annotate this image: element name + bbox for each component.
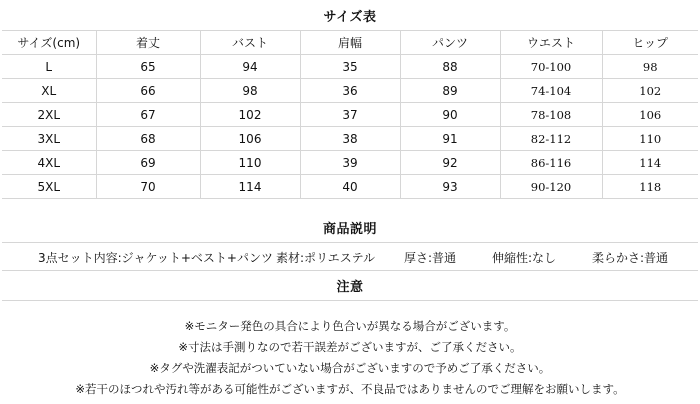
header-waist: ウエスト	[500, 31, 602, 55]
pants-cell: 92	[400, 151, 500, 175]
size-table-title: サイズ表	[323, 10, 377, 25]
stretch: 伸縮性:なし	[492, 251, 557, 265]
size-cell: 5XL	[2, 175, 96, 199]
table-row	[2, 103, 698, 127]
size-cell: 4XL	[2, 151, 96, 175]
note-line: ※タグや洗濯表記がついていない場合がございますので予めご了承ください。	[149, 361, 551, 375]
hip-cell: 98	[602, 55, 698, 79]
hip-cell: 106	[602, 103, 698, 127]
length-cell: 66	[96, 79, 200, 103]
description-title: 商品説明	[322, 222, 377, 237]
length-cell: 65	[96, 55, 200, 79]
table-row	[2, 127, 698, 151]
size-cell: 3XL	[2, 127, 96, 151]
table-row	[2, 151, 698, 175]
note-line: ※若干のほつれや汚れ等がある可能性がございますが、不良品ではありませんのでご理解をお願いします。	[75, 382, 625, 396]
thickness: 厚さ:普通	[404, 251, 457, 265]
softness: 柔らかさ:普通	[592, 251, 669, 265]
bust-cell: 106	[200, 127, 300, 151]
size-cell: 2XL	[2, 103, 96, 127]
waist-cell: 90-120	[500, 175, 602, 199]
shoulder-cell: 40	[300, 175, 400, 199]
pants-cell: 90	[400, 103, 500, 127]
waist-cell: 86-116	[500, 151, 602, 175]
note-line: ※モニター発色の具合により色合いが異なる場合がございます。	[184, 319, 516, 333]
bust-cell: 110	[200, 151, 300, 175]
shoulder-cell: 38	[300, 127, 400, 151]
header-bust: バスト	[200, 31, 300, 55]
description-row	[0, 247, 700, 267]
notes-title: 注意	[336, 280, 364, 295]
set-contents: 3点セット内容:ジャケット+ベスト+パンツ	[38, 251, 273, 265]
size-cell: XL	[2, 79, 96, 103]
header-size: サイズ(cm)	[2, 31, 96, 55]
table-row	[2, 79, 698, 103]
divider	[2, 300, 698, 301]
size-table	[2, 30, 698, 199]
waist-cell: 82-112	[500, 127, 602, 151]
hip-cell: 118	[602, 175, 698, 199]
hip-cell: 102	[602, 79, 698, 103]
waist-cell: 78-108	[500, 103, 602, 127]
waist-cell: 70-100	[500, 55, 602, 79]
length-cell: 67	[96, 103, 200, 127]
pants-cell: 89	[400, 79, 500, 103]
length-cell: 70	[96, 175, 200, 199]
divider	[2, 270, 698, 271]
bust-cell: 98	[200, 79, 300, 103]
shoulder-cell: 39	[300, 151, 400, 175]
length-cell: 69	[96, 151, 200, 175]
waist-cell: 74-104	[500, 79, 602, 103]
note-line: ※寸法は手測りなので若干誤差がございますが、ご了承ください。	[178, 340, 522, 354]
size-cell: L	[2, 55, 96, 79]
pants-cell: 93	[400, 175, 500, 199]
notes-list	[0, 316, 700, 400]
shoulder-cell: 37	[300, 103, 400, 127]
header-pants: パンツ	[400, 31, 500, 55]
size-table-header-row	[2, 31, 698, 55]
hip-cell: 114	[602, 151, 698, 175]
shoulder-cell: 36	[300, 79, 400, 103]
material: 素材:ポリエステル	[276, 251, 375, 265]
bust-cell: 94	[200, 55, 300, 79]
pants-cell: 91	[400, 127, 500, 151]
header-hip: ヒップ	[602, 31, 698, 55]
divider	[2, 242, 698, 243]
length-cell: 68	[96, 127, 200, 151]
header-shoulder: 肩幅	[300, 31, 400, 55]
pants-cell: 88	[400, 55, 500, 79]
header-length: 着丈	[96, 31, 200, 55]
hip-cell: 110	[602, 127, 698, 151]
bust-cell: 102	[200, 103, 300, 127]
bust-cell: 114	[200, 175, 300, 199]
table-row	[2, 175, 698, 199]
table-row	[2, 55, 698, 79]
shoulder-cell: 35	[300, 55, 400, 79]
